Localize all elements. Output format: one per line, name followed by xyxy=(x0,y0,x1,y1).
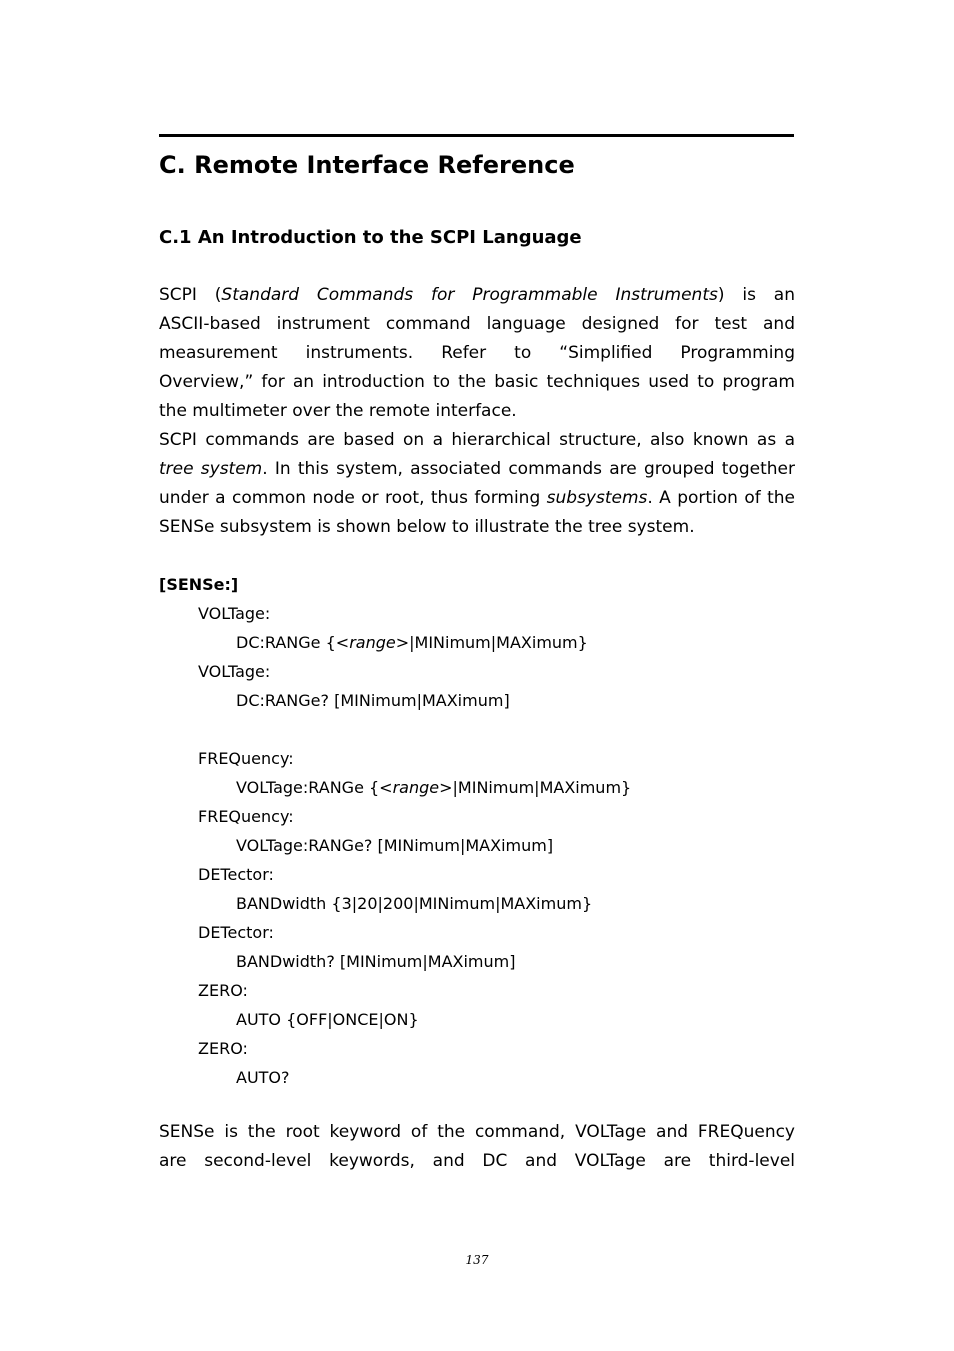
command-text: VOLTage:RANGe {< xyxy=(236,778,393,797)
intro-line: measurement instruments. Refer to “Simplified Programming xyxy=(159,343,795,363)
intro-paragraph xyxy=(159,281,795,426)
tree-node-voltage: VOLTage: xyxy=(198,662,271,681)
tree-para-emphasis: subsystems xyxy=(546,488,648,508)
tree-node-zero: ZERO: xyxy=(198,1039,248,1058)
command-text: DC:RANGe {< xyxy=(236,633,350,652)
tree-command: BANDwidth? [MINimum|MAXimum] xyxy=(236,952,516,971)
page-number: 137 xyxy=(465,1253,489,1267)
tree-node-detector: DETector: xyxy=(198,865,274,884)
tree-node-frequency: FREQuency: xyxy=(198,807,294,826)
tree-para-emphasis: tree system xyxy=(159,459,263,479)
intro-line: Overview,” for an introduction to the basic techniques used to program xyxy=(159,372,795,392)
top-rule xyxy=(159,134,794,137)
tree-para-line xyxy=(159,455,795,484)
intro-text: ) is an xyxy=(717,285,795,305)
chapter-title: C. Remote Interface Reference xyxy=(159,151,575,179)
tree-para-line xyxy=(159,484,795,513)
intro-emphasis: Standard Commands for Programmable Instruments xyxy=(221,285,718,305)
tree-command: AUTO {OFF|ONCE|ON} xyxy=(236,1010,419,1029)
tree-para-text: . A portion of the xyxy=(647,488,795,508)
tree-node-detector: DETector: xyxy=(198,923,274,942)
closing-line: SENSe is the root keyword of the command, VOLTage and FREQuency xyxy=(159,1122,795,1142)
tree-para-line: SENSe subsystem is shown below to illustrate the tree system. xyxy=(159,517,695,537)
tree-command: AUTO? xyxy=(236,1068,290,1087)
tree-command: BANDwidth {3|20|200|MINimum|MAXimum} xyxy=(236,894,593,913)
intro-line: the multimeter over the remote interface. xyxy=(159,401,517,421)
intro-line xyxy=(159,281,795,310)
tree-command xyxy=(159,628,795,657)
intro-line: ASCII-based instrument command language designed for test and xyxy=(159,314,795,334)
sense-command-tree xyxy=(159,570,795,1092)
command-text: >|MINimum|MAXimum} xyxy=(439,778,632,797)
closing-line: are second-level keywords, and DC and VOLTage are third-level xyxy=(159,1151,795,1171)
tree-para-text: under a common node or root, thus forming xyxy=(159,488,547,508)
tree-node-frequency: FREQuency: xyxy=(198,749,294,768)
section-title: C.1 An Introduction to the SCPI Language xyxy=(159,227,582,248)
tree-node-zero: ZERO: xyxy=(198,981,248,1000)
tree-node-voltage: VOLTage: xyxy=(198,604,271,623)
intro-text: SCPI ( xyxy=(159,285,222,305)
tree-command: VOLTage:RANGe? [MINimum|MAXimum] xyxy=(236,836,554,855)
tree-system-paragraph xyxy=(159,426,795,542)
tree-para-text: . In this system, associated commands are grouped together xyxy=(262,459,795,479)
tree-command: DC:RANGe? [MINimum|MAXimum] xyxy=(236,691,510,710)
command-text: >|MINimum|MAXimum} xyxy=(395,633,588,652)
tree-para-line: SCPI commands are based on a hierarchical structure, also known as a xyxy=(159,430,795,450)
closing-paragraph xyxy=(159,1118,795,1176)
command-parameter: range xyxy=(349,633,396,652)
command-parameter: range xyxy=(392,778,440,797)
tree-root: [SENSe:] xyxy=(159,575,239,594)
tree-command xyxy=(159,773,795,802)
tree-gap xyxy=(159,715,795,744)
